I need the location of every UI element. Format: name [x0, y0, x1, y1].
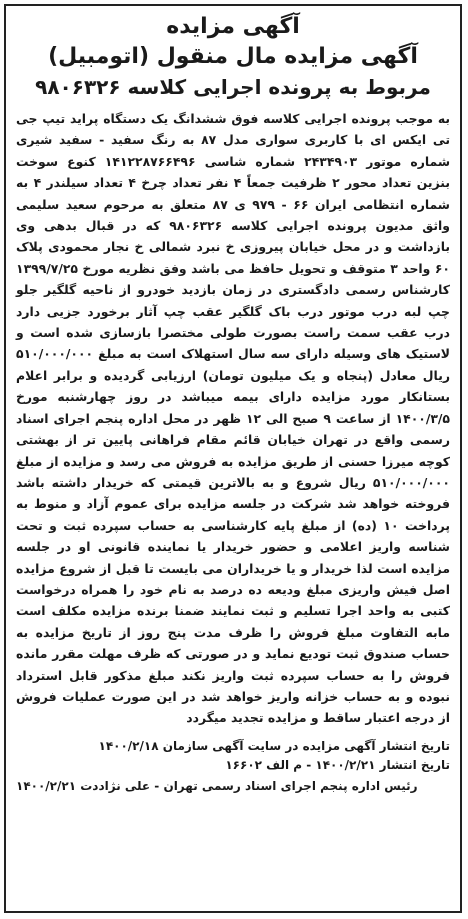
case-number-line: مربوط به پرونده اجرایی کلاسه ۹۸۰۶۳۲۶ — [35, 75, 431, 99]
auction-notice — [4, 4, 462, 913]
notice-heading: آگهی مزایده — [166, 14, 300, 39]
newspaper-publication-date: تاریخ انتشار ۱۴۰۰/۲/۲۱ - م الف ۱۶۶۰۲ — [225, 757, 450, 772]
signature-text: رئیس اداره پنجم اجرای اسناد رسمی تهران - علی نژاد — [98, 778, 418, 793]
site-publication-date: تاریخ انتشار آگهی مزایده در سایت آگهی سازمان ۱۴۰۰/۲/۱۸ — [98, 738, 450, 753]
notice-subheading: آگهی مزایده مال منقول (اتومبیل) — [48, 44, 418, 69]
notice-body: به موجب پرونده اجرایی کلاسه فوق ششدانگ یک دستگاه پراید تیپ جی تی ایکس ای با کاربری سواری مدل ۸۷ به رنگ سفید - سفید شیری شماره موتور ۲۴۳۴۹۰۳ شماره شاسی ۱۴۱۲۲۸۷۶۶۴۹۶ کنوع سوخت بنزین تعداد محور ۲ ظرفیت جمعاً ۴ نفر تعداد چرخ ۴ تعداد سیلندر ۴ به شماره انتظامی ایران ۶۶ - ۹۷۹ ی ۸۷ متعلق به مرحوم سعید سلیمی واثق مدیون پرونده اجرایی کلاسه ۹۸۰۶۳۲۶ که در قبال بدهی وی بازداشت و در محل خیابان پیروزی خ نبرد شمالی خ نجار محمودی پلاک ۶۰ واحد ۳ متوقف و تحویل حافظ می باشد وفق نظریه مورخ ۱۳۹۹/۷/۲۵ کارشناس رسمی دادگستری در زمان بازدید خودرو از ناحیه گلگیر جلو چپ لبه درب موتور درب باک گلگیر عقب چپ آثار برخورد جزیی دارد درب عقب سمت راست بصورت طولی مختصرا بازسازی شده است و لاستیک های وسیله دارای سه سال استهلاک است به مبلغ ۵۱۰/۰۰۰/۰۰۰ ریال معادل (پنجاه و یک میلیون تومان) ارزیابی گردیده و برابر اعلام بستانکار مورد مزایده دارای بیمه میباشد در روز چهارشنبه مورخ ۱۴۰۰/۳/۵ از ساعت ۹ صبح الی ۱۲ ظهر در محل اداره پنجم اجرای اسناد رسمی واقع در تهران خیابان قائم مقام فراهانی پایین تر از بهشتی کوچه میرزا حسنی از طریق مزایده به فروش می رسد و مزایده از مبلغ ۵۱۰/۰۰۰/۰۰۰ ریال شروع و به بالاترین قیمتی که خریدار داشته باشد فروخته خواهد شد شرکت در جلسه مزایده برای عموم آزاد و منوط به پرداخت ۱۰ (ده) از مبلغ پایه کارشناسی به حساب سپرده ثبت و تحت شناسه واریز اعلامی و حضور خریدار یا نماینده قانونی او در جلسه مزایده است لذا خریدار و یا خریداران می بایست تا قبل از شروع مزایده اصل فیش واریزی مبلغ ودیعه ده درصد به نام خود را همراه درخواست کتبی به واحد اجرا تسلیم و ثبت نمایند ضمنا برنده مزایده مکلف است مابه التفاوت مبلغ فروش را ظرف مدت پنج روز از تاریخ مزایده به حساب صندوق ثبت تودیع نماید و در صورتی که ظرف مهلت مقرر مانده فروش را به حساب سپرده ثبت واریز نکند مبلغ مذکور قابل استرداد نبوده و به حساب خزانه واریز خواهد شد در این صورت عملیات فروش از درجه اعتبار ساقط و مزایده تجدید میگردد — [16, 111, 451, 726]
reference-date: دت ۱۴۰۰/۲/۲۱ — [16, 778, 99, 793]
signature-row — [16, 777, 450, 796]
publication-dates — [16, 737, 450, 775]
